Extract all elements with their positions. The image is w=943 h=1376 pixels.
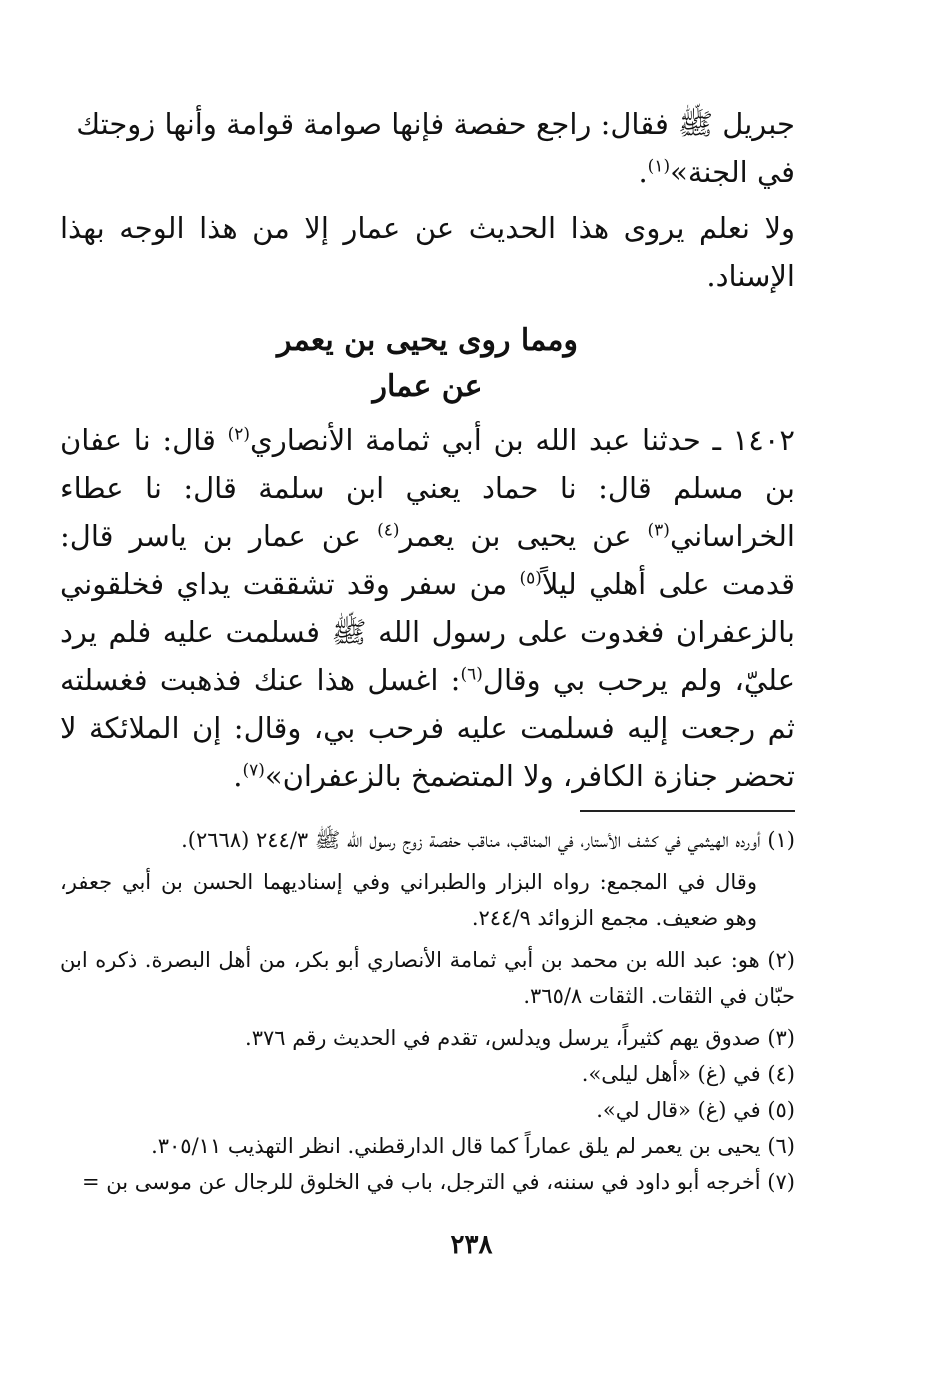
- paragraph-line: جبريل ﷺ فقال: راجع حفصة فإنها صوامة قوامة وأنها زوجتك: [76, 107, 795, 141]
- footnote-ref: (٥): [519, 568, 542, 589]
- document-page: [60, 100, 795, 1200]
- hadith-segment: .: [233, 759, 243, 793]
- heading-line: ومما روى يحيى بن يعمر: [277, 323, 578, 358]
- hadith-entry: [60, 416, 795, 800]
- footnote-4: (٤) في (غ) «أهل ليلى».: [581, 1062, 795, 1086]
- hadith-text: [60, 416, 795, 800]
- footnote-7: (٧) أخرجه أبو داود في سننه، في الترجل، باب في الخلوق للرجال عن موسى بن =: [81, 1170, 795, 1194]
- paragraph-note: ولا نعلم يروى هذا الحديث عن عمار إلا من هذا الوجه بهذا الإسناد.: [60, 211, 795, 293]
- hadith-segment: عن يحيى بن يعمر: [399, 519, 648, 553]
- footnote-ref: (٧): [242, 760, 265, 781]
- footnote-3: (٣) صدوق يهم كثيراً، يرسل ويدلس، تقدم في الحديث رقم ٣٧٦.: [245, 1026, 795, 1050]
- hadith-segment: ـ حدثنا عبد الله بن أبي ثمامة الأنصاري: [250, 423, 733, 457]
- hadith-segment: : اغسل هذا عنك فذهبت فغسلته ثم رجعت إليه فسلمت عليه فرحب بي، وقال: إن الملائكة لا تحضر جنازة الكافر، ولا المتضمخ بالزعفران»: [60, 663, 795, 793]
- footnote-6: (٦) يحيى بن يعمر لم يلق عماراً كما قال الدارقطني. انظر التهذيب ٣٠٥/١١.: [151, 1134, 795, 1158]
- footnote-1-continued: وقال في المجمع: رواه البزار والطبراني وفي إسناديهما الحسن بن أبي جعفر، وهو ضعيف. مجمع الزوائد ٢٤٤/٩.: [60, 870, 757, 930]
- hadith-segment: عن عمار بن ياسر قال: قدمت على أهلي ليلاً: [60, 519, 795, 601]
- footnote-divider: [580, 810, 795, 812]
- footnote-ref: (٦): [460, 664, 483, 685]
- heading-line: عن عمار: [372, 369, 483, 404]
- page-number: ٢٣٨: [450, 1230, 493, 1260]
- footnotes: [60, 822, 795, 1200]
- footnote-1: (١) أورده الهيثمي في كشف الأستار، في المناقب، مناقب حفصة زوج رسول الله ﷺ ٢٤٤/٣ (٢٦٦٨).: [181, 828, 795, 852]
- main-text: [60, 100, 795, 300]
- footnote-2: (٢) هو: عبد الله بن محمد بن أبي ثمامة الأنصاري أبو بكر، من أهل البصرة. ذكره ابن حبّان في الثقات. الثقات ٣٦٥/٨.: [60, 948, 795, 1008]
- footnote-ref: (٣): [647, 520, 670, 541]
- footnote-ref: (١): [647, 156, 671, 177]
- hadith-number: ١٤٠٢: [732, 423, 795, 457]
- hadith-segment: قال: نا عفان بن مسلم قال: نا حماد يعني ابن سلمة قال: نا عطاء الخراساني: [60, 423, 795, 553]
- footnote-5: (٥) في (غ) «قال لي».: [596, 1098, 795, 1122]
- section-heading: [60, 318, 795, 410]
- footnote-ref: (٢): [227, 424, 251, 445]
- hadith-segment: من سفر وقد تشققت يداي فخلقوني بالزعفران فغدوت على رسول الله ﷺ فسلمت عليه فلم يرد عليّ، ولم يرحب بي وقال: [60, 567, 795, 697]
- paragraph-continuation: [60, 100, 795, 196]
- paragraph-line: في الجنة»: [670, 155, 795, 189]
- footnote-ref: (٤): [377, 520, 400, 541]
- paragraph-end: .: [638, 155, 648, 189]
